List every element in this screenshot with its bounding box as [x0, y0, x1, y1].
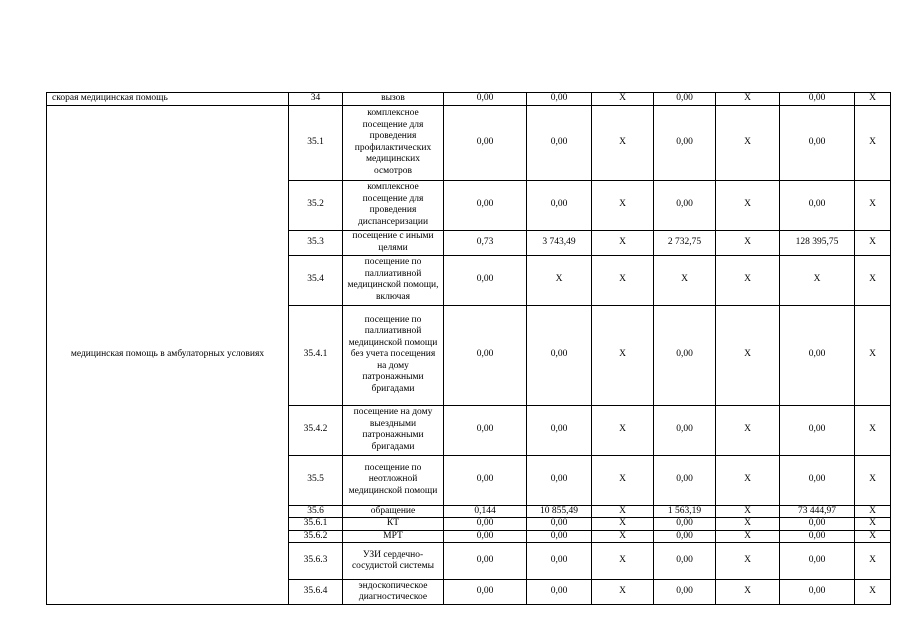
value-cell: 3 743,49: [527, 230, 592, 255]
table-row: [47, 93, 891, 106]
value-cell: 0,00: [444, 543, 527, 580]
value-cell: Х: [592, 518, 654, 531]
value-cell: 0,00: [654, 405, 716, 455]
value-cell: Х: [855, 530, 891, 543]
unit-cell: комплексное посещение для проведения диспансеризации: [343, 180, 444, 230]
value-cell: 0,00: [527, 93, 592, 106]
value-cell: 0,00: [780, 530, 855, 543]
value-cell: Х: [855, 180, 891, 230]
value-cell: Х: [527, 255, 592, 305]
value-cell: 0,00: [780, 518, 855, 531]
value-cell: 0,00: [444, 530, 527, 543]
value-cell: Х: [592, 543, 654, 580]
value-cell: Х: [855, 105, 891, 180]
value-cell: Х: [716, 505, 780, 518]
value-cell: Х: [592, 105, 654, 180]
value-cell: Х: [716, 543, 780, 580]
value-cell: 0,00: [444, 518, 527, 531]
value-cell: 0,00: [654, 518, 716, 531]
unit-cell: эндоскопическое диагностическое: [343, 580, 444, 605]
row-number: 35.6.3: [289, 543, 343, 580]
table-row: [47, 105, 891, 180]
row-number: 35.6: [289, 505, 343, 518]
value-cell: 128 395,75: [780, 230, 855, 255]
value-cell: Х: [855, 518, 891, 531]
value-cell: Х: [592, 530, 654, 543]
value-cell: 0,00: [527, 180, 592, 230]
value-cell: 0,00: [780, 305, 855, 405]
value-cell: 0,00: [654, 530, 716, 543]
unit-cell: комплексное посещение для проведения профилактических медицинских осмотров: [343, 105, 444, 180]
value-cell: 0,00: [527, 455, 592, 505]
value-cell: Х: [716, 93, 780, 106]
value-cell: 0,00: [654, 580, 716, 605]
row-number: 35.3: [289, 230, 343, 255]
value-cell: 0,00: [654, 305, 716, 405]
value-cell: Х: [592, 230, 654, 255]
row-number: 35.2: [289, 180, 343, 230]
value-cell: Х: [716, 180, 780, 230]
value-cell: Х: [855, 505, 891, 518]
unit-cell: МРТ: [343, 530, 444, 543]
unit-cell: посещение по паллиативной медицинской помощи без учета посещения на дому патронажными бригадами: [343, 305, 444, 405]
unit-cell: посещение с иными целями: [343, 230, 444, 255]
value-cell: 10 855,49: [527, 505, 592, 518]
unit-cell: посещение по паллиативной медицинской помощи, включая: [343, 255, 444, 305]
value-cell: 0,00: [527, 543, 592, 580]
category-label: скорая медицинская помощь: [47, 93, 289, 106]
row-number: 34: [289, 93, 343, 106]
unit-cell: обращение: [343, 505, 444, 518]
value-cell: 0,00: [527, 518, 592, 531]
unit-cell: посещение по неотложной медицинской помощи: [343, 455, 444, 505]
value-cell: 0,00: [444, 105, 527, 180]
value-cell: 0,73: [444, 230, 527, 255]
value-cell: 0,00: [654, 543, 716, 580]
value-cell: 0,00: [654, 93, 716, 106]
value-cell: 0,00: [654, 105, 716, 180]
value-cell: Х: [592, 580, 654, 605]
value-cell: Х: [716, 255, 780, 305]
row-number: 35.4: [289, 255, 343, 305]
value-cell: Х: [855, 93, 891, 106]
row-number: 35.6.4: [289, 580, 343, 605]
value-cell: 0,00: [444, 455, 527, 505]
row-number: 35.4.1: [289, 305, 343, 405]
value-cell: 0,00: [527, 530, 592, 543]
row-number: 35.1: [289, 105, 343, 180]
unit-cell: вызов: [343, 93, 444, 106]
value-cell: 0,00: [444, 255, 527, 305]
value-cell: 0,00: [444, 580, 527, 605]
medical-care-table: [46, 92, 891, 605]
category-label: медицинская помощь в амбулаторных условиях: [47, 105, 289, 605]
value-cell: 0,00: [654, 180, 716, 230]
value-cell: Х: [716, 580, 780, 605]
value-cell: 0,00: [780, 105, 855, 180]
unit-cell: УЗИ сердечно-сосудистой системы: [343, 543, 444, 580]
value-cell: 0,00: [780, 180, 855, 230]
value-cell: Х: [716, 455, 780, 505]
value-cell: 0,00: [444, 180, 527, 230]
value-cell: Х: [855, 230, 891, 255]
row-number: 35.6.1: [289, 518, 343, 531]
value-cell: 0,00: [527, 305, 592, 405]
value-cell: 2 732,75: [654, 230, 716, 255]
value-cell: Х: [716, 530, 780, 543]
row-number: 35.5: [289, 455, 343, 505]
value-cell: 73 444,97: [780, 505, 855, 518]
value-cell: Х: [855, 255, 891, 305]
value-cell: Х: [716, 518, 780, 531]
value-cell: Х: [855, 455, 891, 505]
value-cell: 0,144: [444, 505, 527, 518]
value-cell: 0,00: [780, 580, 855, 605]
value-cell: 0,00: [527, 405, 592, 455]
row-number: 35.4.2: [289, 405, 343, 455]
value-cell: 0,00: [444, 405, 527, 455]
value-cell: 0,00: [780, 405, 855, 455]
value-cell: Х: [716, 305, 780, 405]
value-cell: Х: [855, 580, 891, 605]
value-cell: 0,00: [654, 455, 716, 505]
value-cell: Х: [654, 255, 716, 305]
value-cell: Х: [592, 93, 654, 106]
value-cell: 0,00: [444, 93, 527, 106]
row-number: 35.6.2: [289, 530, 343, 543]
value-cell: 0,00: [527, 580, 592, 605]
value-cell: Х: [592, 305, 654, 405]
value-cell: Х: [855, 405, 891, 455]
value-cell: Х: [716, 230, 780, 255]
value-cell: Х: [855, 543, 891, 580]
value-cell: Х: [592, 455, 654, 505]
unit-cell: посещение на дому выездными патронажными бригадами: [343, 405, 444, 455]
value-cell: 0,00: [780, 93, 855, 106]
value-cell: 0,00: [780, 543, 855, 580]
value-cell: 0,00: [444, 305, 527, 405]
value-cell: Х: [592, 505, 654, 518]
value-cell: Х: [855, 305, 891, 405]
value-cell: 1 563,19: [654, 505, 716, 518]
value-cell: Х: [780, 255, 855, 305]
value-cell: Х: [592, 405, 654, 455]
value-cell: Х: [592, 255, 654, 305]
value-cell: 0,00: [527, 105, 592, 180]
value-cell: 0,00: [780, 455, 855, 505]
unit-cell: КТ: [343, 518, 444, 531]
value-cell: Х: [716, 105, 780, 180]
value-cell: Х: [592, 180, 654, 230]
value-cell: Х: [716, 405, 780, 455]
